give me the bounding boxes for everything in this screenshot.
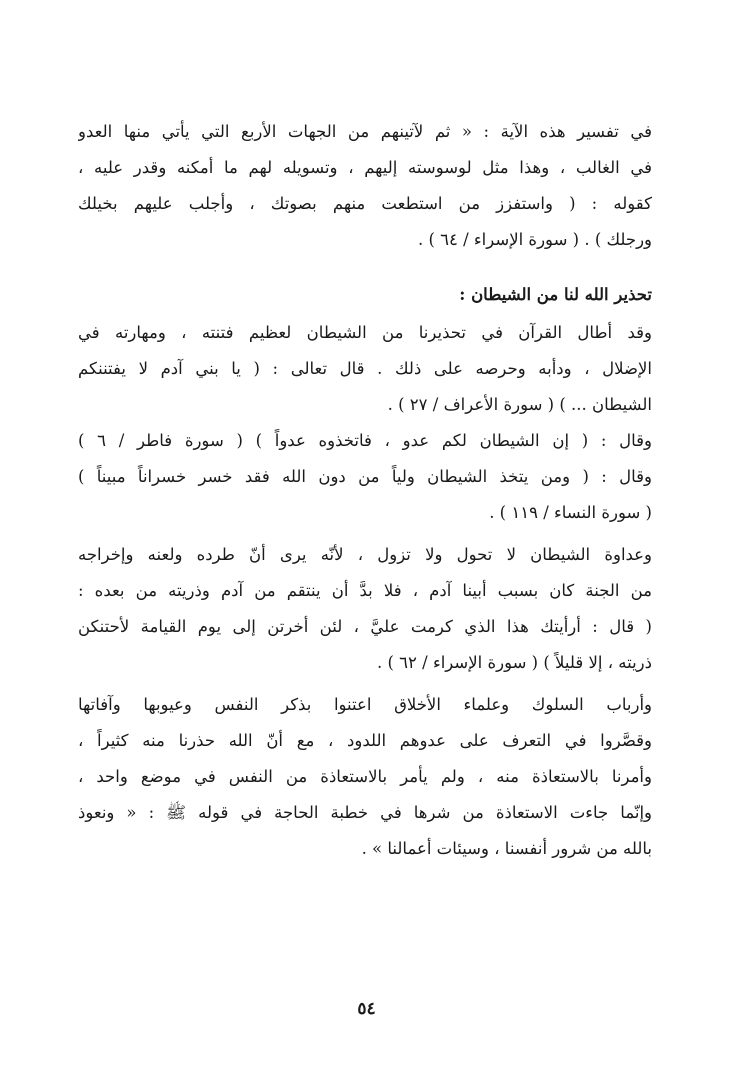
text-line: الشيطان ... ) ( سورة الأعراف / ٢٧ ) . [387, 395, 652, 414]
text-line: في الغالب ، وهذا مثل لوسوسته إليهم ، وتسويله لهم ما أمكنه وقدر عليه ، [78, 158, 652, 177]
text-line: بالله من شرور أنفسنا ، وسيئات أعمالنا » . [361, 839, 652, 858]
text-line: وأمرنا بالاستعاذة منه ، ولم يأمر بالاستعاذة من النفس في موضع واحد ، [78, 767, 652, 786]
text-line: ورجلك ) . ( سورة الإسراء / ٦٤ ) . [417, 230, 652, 249]
text-line: وقال : ( إن الشيطان لكم عدو ، فاتخذوه عدواً ) ( سورة فاطر / ٦ ) [78, 431, 652, 450]
text-line: في تفسير هذه الآية : « ثم لآتينهم من الجهات الأربع التي يأتي منها العدو [78, 122, 652, 141]
text-line: ذريته ، إلا قليلاً ) ( سورة الإسراء / ٦٢ ) . [377, 653, 652, 672]
text-line: وإنّما جاءت الاستعاذة من شرها في خطبة الحاجة في قوله ﷺ : « ونعوذ [78, 803, 652, 822]
text-line: وقد أطال القرآن في تحذيرنا من الشيطان لعظيم فتنته ، ومهارته في [78, 323, 652, 342]
text-line: وأرباب السلوك وعلماء الأخلاق اعتنوا بذكر النفس وعيوبها وآفاتها [78, 695, 652, 714]
text-line: ( سورة النساء / ١١٩ ) . [489, 503, 652, 522]
section-heading: تحذير الله لنا من الشيطان : [459, 285, 652, 304]
text-line: وعداوة الشيطان لا تحول ولا تزول ، لأنّه يرى أنّ طرده ولعنه وإخراجه [78, 545, 652, 564]
text-line: الإضلال ، ودأبه وحرصه على ذلك . قال تعالى : ( يا بني آدم لا يفتننكم [78, 359, 652, 378]
text-line: وقال : ( ومن يتخذ الشيطان ولياً من دون الله فقد خسر خسراناً مبيناً ) [78, 467, 652, 486]
text-line: من الجنة كان بسبب أبينا آدم ، فلا بدَّ أن ينتقم من آدم وذريته من بعده : [78, 581, 652, 600]
page-number: ٥٤ [357, 999, 376, 1019]
text-line: وقصَّروا في التعرف على عدوهم اللدود ، مع أنّ الله حذرنا منه كثيراً ، [78, 731, 652, 750]
text-line: كقوله : ( واستفزز من استطعت منهم بصوتك ، وأجلب عليهم بخيلك [78, 194, 652, 213]
text-line: ( قال : أرأيتك هذا الذي كرمت عليَّ ، لئن أخرتن إلى يوم القيامة لأحتنكن [78, 617, 652, 636]
